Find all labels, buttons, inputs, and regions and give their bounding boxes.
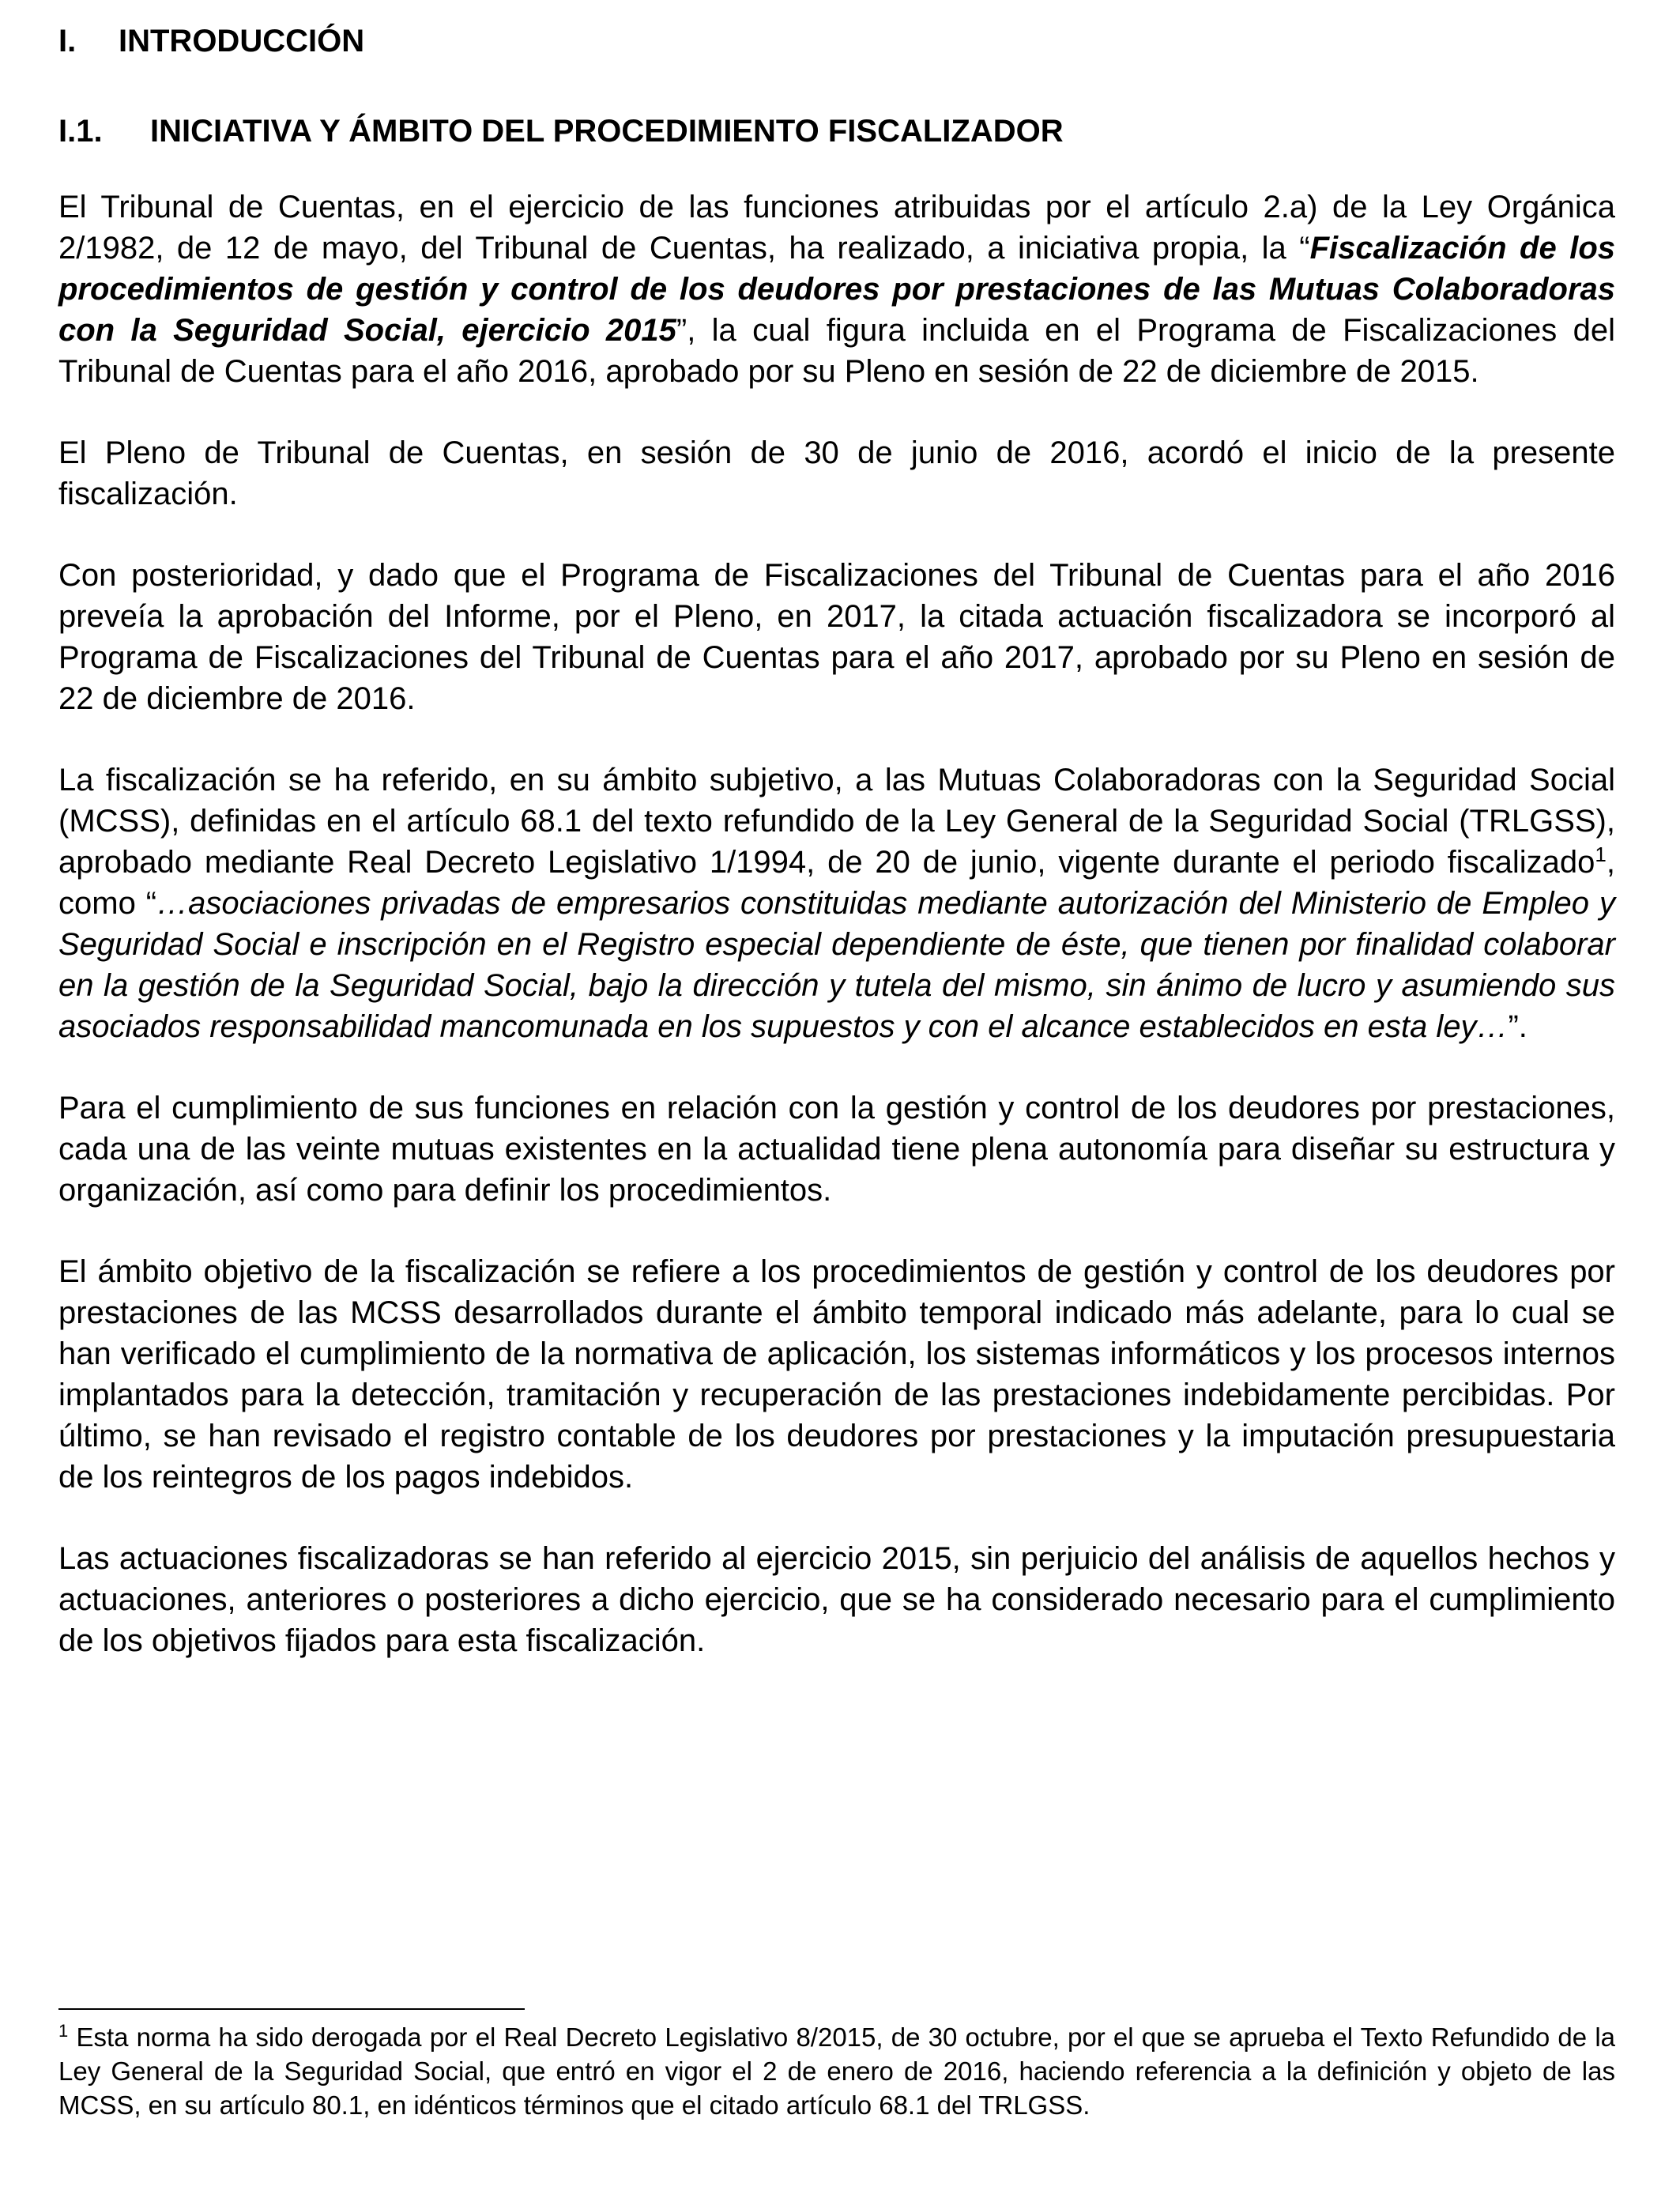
document-body — [58, 17, 1615, 1661]
legal-quote: …asociaciones privadas de empresarios constituidas mediante autorización del Ministerio de Empleo y Seguridad Social e inscripción en el Registro especial dependiente de éste, que tienen por finalidad colaborar en la gestión de la Seguridad Social, bajo la dirección y tutela del mismo, sin ánimo de lucro y asumiendo sus asociados responsabilidad mancomunada en los supuestos y con el alcance establecidos en esta ley… — [58, 886, 1616, 1044]
footnote — [58, 2020, 1615, 2122]
subsection-number: I.1. — [58, 114, 103, 149]
audit-title-emphasis: Fiscalización de los procedimientos de gestión y control de los deudores por prestaciones de las Mutuas Colaboradoras con la Seguridad Social, ejercicio 2015 — [58, 231, 1615, 348]
paragraph-1 — [58, 187, 1615, 392]
section-title: INTRODUCCIÓN — [119, 24, 365, 58]
paragraph-4 — [58, 760, 1615, 1047]
paragraph-1-text-a: El Tribunal de Cuentas, en el ejercicio de las funciones atribuidas por el artículo 2.a) de la Ley Orgánica 2/1982, de 12 de mayo, del Tribunal de Cuentas, ha realizado, a iniciativa propia, la “ — [58, 190, 1615, 266]
section-heading — [58, 17, 1615, 65]
paragraph-1-text-b: ”, la cual figura incluida en el Programa de Fiscalizaciones del Tribunal de Cuentas para el año 2016, aprobado por su Pleno en sesión de 22 de diciembre de 2015. — [58, 313, 1615, 389]
paragraph-2: El Pleno de Tribunal de Cuentas, en sesión de 30 de junio de 2016, acordó el inicio de la presente fiscalización. — [58, 435, 1615, 511]
paragraph-4-text-c: ”. — [1508, 1009, 1527, 1044]
paragraph-6: El ámbito objetivo de la fiscalización se refiere a los procedimientos de gestión y control de los deudores por prestaciones de las MCSS desarrollados durante el ámbito temporal indicado más adelante, para lo cual se han verificado el cumplimiento de la normativa de aplicación, los sistemas informáticos y los procesos internos implantados para la detección, tramitación y recuperación de las prestaciones indebidamente percibidas. Por último, se han revisado el registro contable de los deudores por prestaciones y la imputación presupuestaria de los reintegros de los pagos indebidos. — [58, 1254, 1615, 1495]
paragraph-4-text-b: , como “ — [58, 845, 1615, 921]
footnote-number: 1 — [58, 2021, 69, 2041]
section-number: I. — [58, 24, 77, 58]
paragraph-5: Para el cumplimiento de sus funciones en relación con la gestión y control de los deudores por prestaciones, cada una de las veinte mutuas existentes en la actualidad tiene plena autonomía para diseñar su estructura y organización, así como para definir los procedimientos. — [58, 1091, 1615, 1208]
footnote-text: Esta norma ha sido derogada por el Real Decreto Legislativo 8/2015, de 30 octubre, por el que se aprueba el Texto Refundido de la Ley General de la Seguridad Social, que entró en vigor el 2 de enero de 2016, haciendo referencia a la definición y objeto de las MCSS, en su artículo 80.1, en idénticos términos que el citado artículo 68.1 del TRLGSS. — [58, 2022, 1615, 2120]
subsection-heading — [58, 107, 1615, 155]
paragraph-3: Con posterioridad, y dado que el Programa de Fiscalizaciones del Tribunal de Cuentas para el año 2016 preveía la aprobación del Informe, por el Pleno, en 2017, la citada actuación fiscalizadora se incorporó al Programa de Fiscalizaciones del Tribunal de Cuentas para el año 2017, aprobado por su Pleno en sesión de 22 de diciembre de 2016. — [58, 558, 1615, 716]
paragraph-7: Las actuaciones fiscalizadoras se han referido al ejercicio 2015, sin perjuicio del análisis de aquellos hechos y actuaciones, anteriores o posteriores a dicho ejercicio, que se ha considerado necesario para el cumplimiento de los objetivos fijados para esta fiscalización. — [58, 1541, 1615, 1658]
footnote-reference[interactable]: 1 — [1595, 843, 1607, 866]
paragraph-4-text-a: La fiscalización se ha referido, en su ámbito subjetivo, a las Mutuas Colaboradoras con la Seguridad Social (MCSS), definidas en el artículo 68.1 del texto refundido de la Ley General de la Seguridad Social (TRLGSS), aprobado mediante Real Decreto Legislativo 1/1994, de 20 de junio, vigente durante el periodo fiscalizado — [58, 763, 1615, 880]
subsection-title: INICIATIVA Y ÁMBITO DEL PROCEDIMIENTO FISCALIZADOR — [150, 114, 1064, 149]
footnote-separator — [58, 2008, 525, 2010]
